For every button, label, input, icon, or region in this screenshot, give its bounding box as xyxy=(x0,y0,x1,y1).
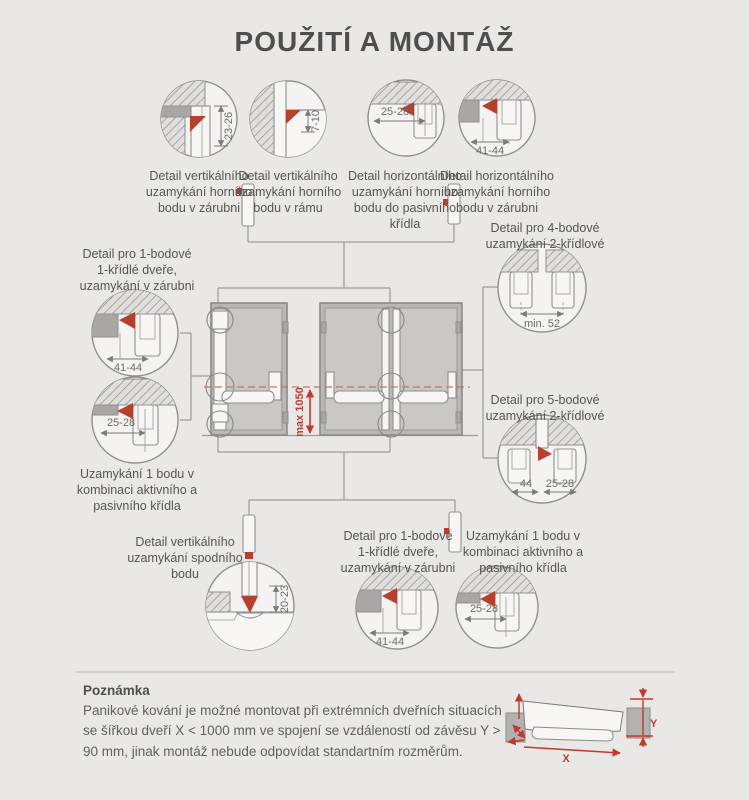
label-bottom-detail-2: Detail pro 1-bodové 1-křídlé dveře, uzamykání v zárubni xyxy=(340,529,456,575)
label-left-caption: Uzamykání 1 bodu v kombinaci aktivního a pasivního křídla xyxy=(76,467,198,513)
label-top-detail-3: Detail horizontálního uzamykání horního bodu do pasivního křídla xyxy=(348,169,462,231)
detail-circle-right-1 xyxy=(496,244,588,332)
label-bottom-detail-3: Uzamykání 1 bodu v kombinaci aktivního a pasivního křídla xyxy=(462,529,584,575)
dimension-label: 23-26 xyxy=(223,111,235,141)
dimension-label: 7-10 xyxy=(310,109,322,133)
section-divider xyxy=(75,671,675,673)
mini-y-label: Y xyxy=(650,718,658,730)
double-door xyxy=(320,303,462,437)
detail-circle-top-2 xyxy=(248,79,330,159)
detail-circle-left-1 xyxy=(90,288,180,376)
dimension-label: 25-28 xyxy=(380,106,410,118)
max-height-label: max 1050 xyxy=(294,387,306,437)
dimension-label: 20-23 xyxy=(279,584,291,614)
label-right-detail-2: Detail pro 5-bodové uzamykání 2-křídlové xyxy=(485,393,605,423)
dimension-label: 44 xyxy=(519,478,533,490)
dimension-label: 41-44 xyxy=(475,145,505,157)
label-top-detail-1: Detail vertikálního uzamykání horního bodu v zárubni xyxy=(145,169,253,215)
dimension-label: 25-28 xyxy=(545,478,575,490)
detail-circle-top-1 xyxy=(159,79,237,161)
max-height-dimension xyxy=(294,387,310,437)
label-top-detail-4: Detail horizontálního uzamykání horního bodu v zárubni xyxy=(440,169,554,215)
single-door xyxy=(206,303,288,437)
detail-circle-top-3 xyxy=(366,80,446,156)
mini-x-label: X xyxy=(562,753,570,765)
label-left-detail: Detail pro 1-bodové 1-křídlé dveře, uzamykání v zárubni xyxy=(79,247,195,293)
dimension-label: 25-28 xyxy=(469,603,499,615)
dimension-label: 41-44 xyxy=(113,362,143,374)
dimension-label: 41-44 xyxy=(375,636,405,648)
detail-circle-left-2 xyxy=(90,377,180,463)
page-title: POUŽITÍ A MONTÁŽ xyxy=(234,26,515,57)
detail-circle-bottom-3 xyxy=(454,566,540,648)
detail-circle-bottom-2 xyxy=(354,565,440,649)
note-body: Panikové kování je možné montovat při extrémních dveřních situacích se šířkou dveří X < 1000 mm ve spojení se vzdáleností od závěsu Y > 90 mm, jinak montáž nebude odpovídat standartním rozměrům. xyxy=(83,703,502,759)
door-diagram xyxy=(202,303,478,437)
dimension-label: 25-28 xyxy=(106,417,136,429)
note-heading: Poznámka xyxy=(83,683,150,698)
detail-circle-right-2 xyxy=(496,415,588,503)
dimension-label: min. 52 xyxy=(523,318,561,330)
mini-door-diagram xyxy=(506,688,658,765)
label-right-detail-1: Detail pro 4-bodové uzamykání 2-křídlové xyxy=(485,221,605,251)
label-bottom-detail-1: Detail vertikálního uzamykání spodního bodu xyxy=(127,535,243,581)
label-top-detail-2: Detail vertikálního uzamykání horního bodu v rámu xyxy=(234,169,342,215)
detail-circle-top-4 xyxy=(451,76,543,157)
